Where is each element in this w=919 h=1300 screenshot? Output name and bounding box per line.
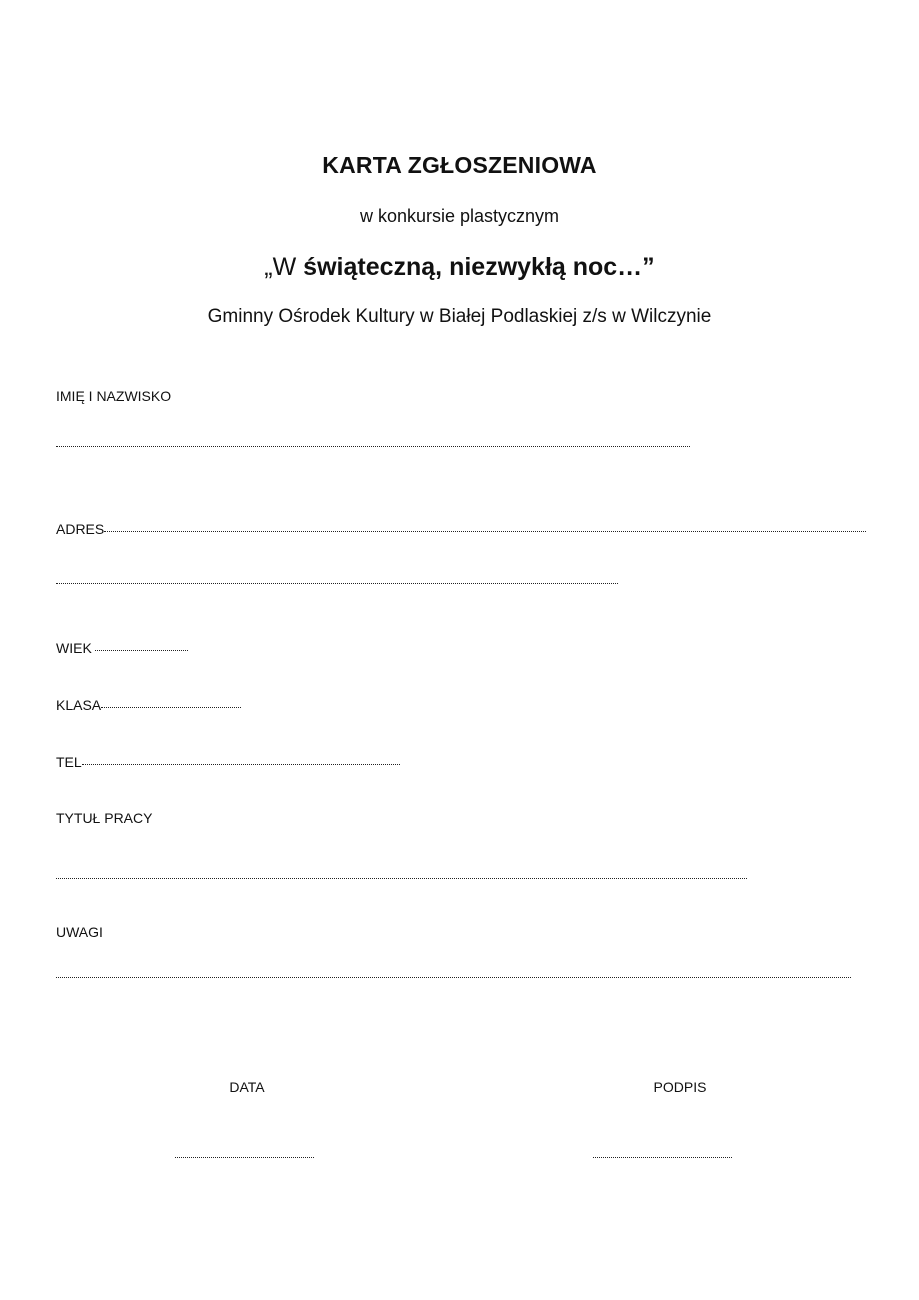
name-field[interactable]	[56, 436, 690, 452]
class-field-row[interactable]	[56, 697, 241, 713]
phone-label: TEL	[56, 754, 82, 770]
work-title-field[interactable]	[56, 868, 747, 884]
form-subtitle: w konkursie plastycznym	[359, 206, 560, 226]
address-label: ADRES	[56, 521, 105, 537]
date-label: DATA	[229, 1079, 265, 1095]
form-title: KARTA ZGŁOSZENIOWA	[322, 152, 597, 178]
signature-label: PODPIS	[653, 1079, 707, 1095]
class-dotted-line	[101, 706, 241, 708]
phone-field-row[interactable]	[56, 754, 400, 770]
signature-field[interactable]	[593, 1147, 732, 1163]
remarks-field[interactable]	[56, 967, 851, 983]
name-label: IMIĘ I NAZWISKO	[56, 388, 172, 404]
date-field[interactable]	[175, 1147, 314, 1163]
age-field-row[interactable]	[56, 640, 188, 656]
date-dotted-line	[175, 1156, 314, 1158]
work-title-label: TYTUŁ PRACY	[56, 810, 153, 826]
address-field-row[interactable]	[56, 521, 866, 537]
address-dotted-line	[104, 530, 866, 532]
contest-name-bold: świąteczną, niezwykłą noc…”	[303, 253, 655, 281]
organizer-name: Gminny Ośrodek Kultury w Białej Podlaskiej z/s w Wilczynie	[207, 306, 712, 327]
remarks-dotted-line	[56, 976, 851, 978]
contest-name-prefix: „W	[264, 253, 304, 281]
class-label: KLASA	[56, 697, 102, 713]
age-label: WIEK	[56, 640, 92, 656]
work-title-dotted-line	[56, 877, 747, 879]
address-field-line-2[interactable]	[56, 573, 618, 589]
phone-dotted-line	[82, 763, 400, 765]
address-dotted-line-2	[56, 582, 618, 584]
age-dotted-line	[95, 649, 188, 651]
name-dotted-line	[56, 445, 690, 447]
remarks-label: UWAGI	[56, 924, 103, 940]
contest-name	[0, 253, 919, 282]
signature-dotted-line	[593, 1156, 732, 1158]
